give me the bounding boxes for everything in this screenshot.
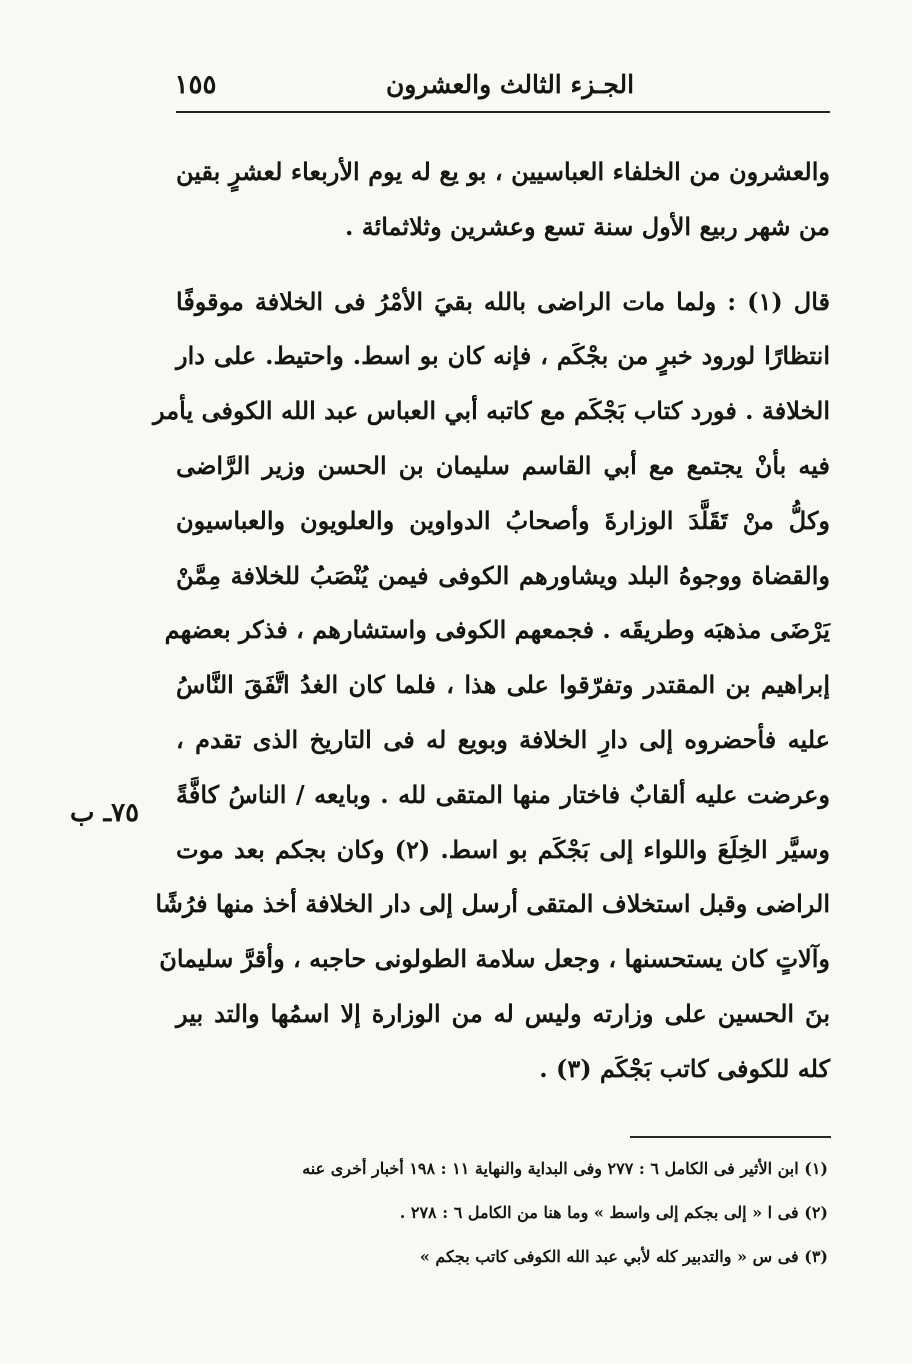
text-line: وسيَّر الخِلَعَ واللواء إلى بَجْكَم بو اسط. (٢) وكان بجكم بعد موت <box>176 834 830 864</box>
footnote: (٢) فى ا « إلى بجكم إلى واسط » وما هنا من الكامل ٦ : ٢٧٨ . <box>399 1203 828 1222</box>
text-line: انتظارًا لورود خبرٍ من بجْكَم ، فإنه كان بو اسط. واحتيط. على دار <box>176 341 830 371</box>
text-line: فيه بأنْ يجتمع مع أبي القاسم سليمان بن الحسن وزير الرَّاضى <box>176 450 830 480</box>
text-line: والقضاة ووجوهُ البلد ويشاورهم الكوفى فيمن يُنْصَبُ للخلافة مِمَّنْ <box>176 560 830 590</box>
page-header <box>0 70 912 110</box>
footnote-rule <box>630 1136 831 1138</box>
text-line: من شهر ربيع الأول سنة تسع وعشرين وثلاثمائة . <box>344 211 830 241</box>
text-line: عليه فأحضروه إلى دارِ الخلافة وبويع له فى التاريخ الذى تقدم ، <box>176 724 830 754</box>
text-line: وكلُّ منْ تَقَلَّدَ الوزارةَ وأصحابُ الدواوين والعلويون والعباسيون <box>176 505 830 535</box>
text-line: قال (١) : ولما مات الراضى بالله بقيَ الأمْرُ فى الخلافة موقوفًا <box>176 286 830 316</box>
text-line: الخلافة . فورد كتاب بَجْكَم مع كاتبه أبي العباس عبد الله الكوفى يأمر <box>153 396 830 426</box>
footnote: (٣) فى س « والتدبير كله لأبي عبد الله الكوفى كاتب بجكم » <box>419 1247 828 1266</box>
footnote: (١) ابن الأثير فى الكامل ٦ : ٢٧٧ وفى البداية والنهاية ١١ : ١٩٨ أخبار أخرى عنه <box>302 1159 828 1178</box>
footnotes <box>176 1152 828 1274</box>
text-line: وآلاتٍ كان يستحسنها ، وجعل سلامة الطولونى حاجبه ، وأقرَّ سليمانَ <box>159 944 830 974</box>
paragraph-gap <box>176 255 830 275</box>
text-line: يَرْضَى مذهبَه وطريقَه . فجمعهم الكوفى واستشارهم ، فذكر بعضهم <box>164 615 830 645</box>
header-rule <box>176 111 830 113</box>
running-title: الجـزء الثالث والعشرون <box>385 70 635 99</box>
page-number: ١٥٥ <box>174 70 217 100</box>
text-line: والعشرون من الخلفاء العباسيين ، بو يع له يوم الأربعاء لعشرٍ بقين <box>176 157 830 186</box>
text-line: الراضى وقبل استخلاف المتقى أرسل إلى دار الخلافة أخذ منها فرُشًا <box>155 889 830 919</box>
text-line: كله للكوفى كاتب بَجْكَم (٣) . <box>539 1053 830 1083</box>
text-line: وعرضت عليه ألقابٌ فاختار منها المتقى لله . وبايعه / الناسُ كافَّةً <box>176 779 830 809</box>
main-text <box>153 145 830 1097</box>
text-line: بنَ الحسين على وزارته وليس له من الوزارة إلا اسمُها والتد بير <box>176 998 830 1028</box>
manuscript-folio-note: ٧٥ـ ب <box>70 798 140 828</box>
text-line: إبراهيم بن المقتدر وتفرّقوا على هذا ، فلما كان الغدُ اتَّفَقَ النَّاسُ <box>176 670 830 700</box>
